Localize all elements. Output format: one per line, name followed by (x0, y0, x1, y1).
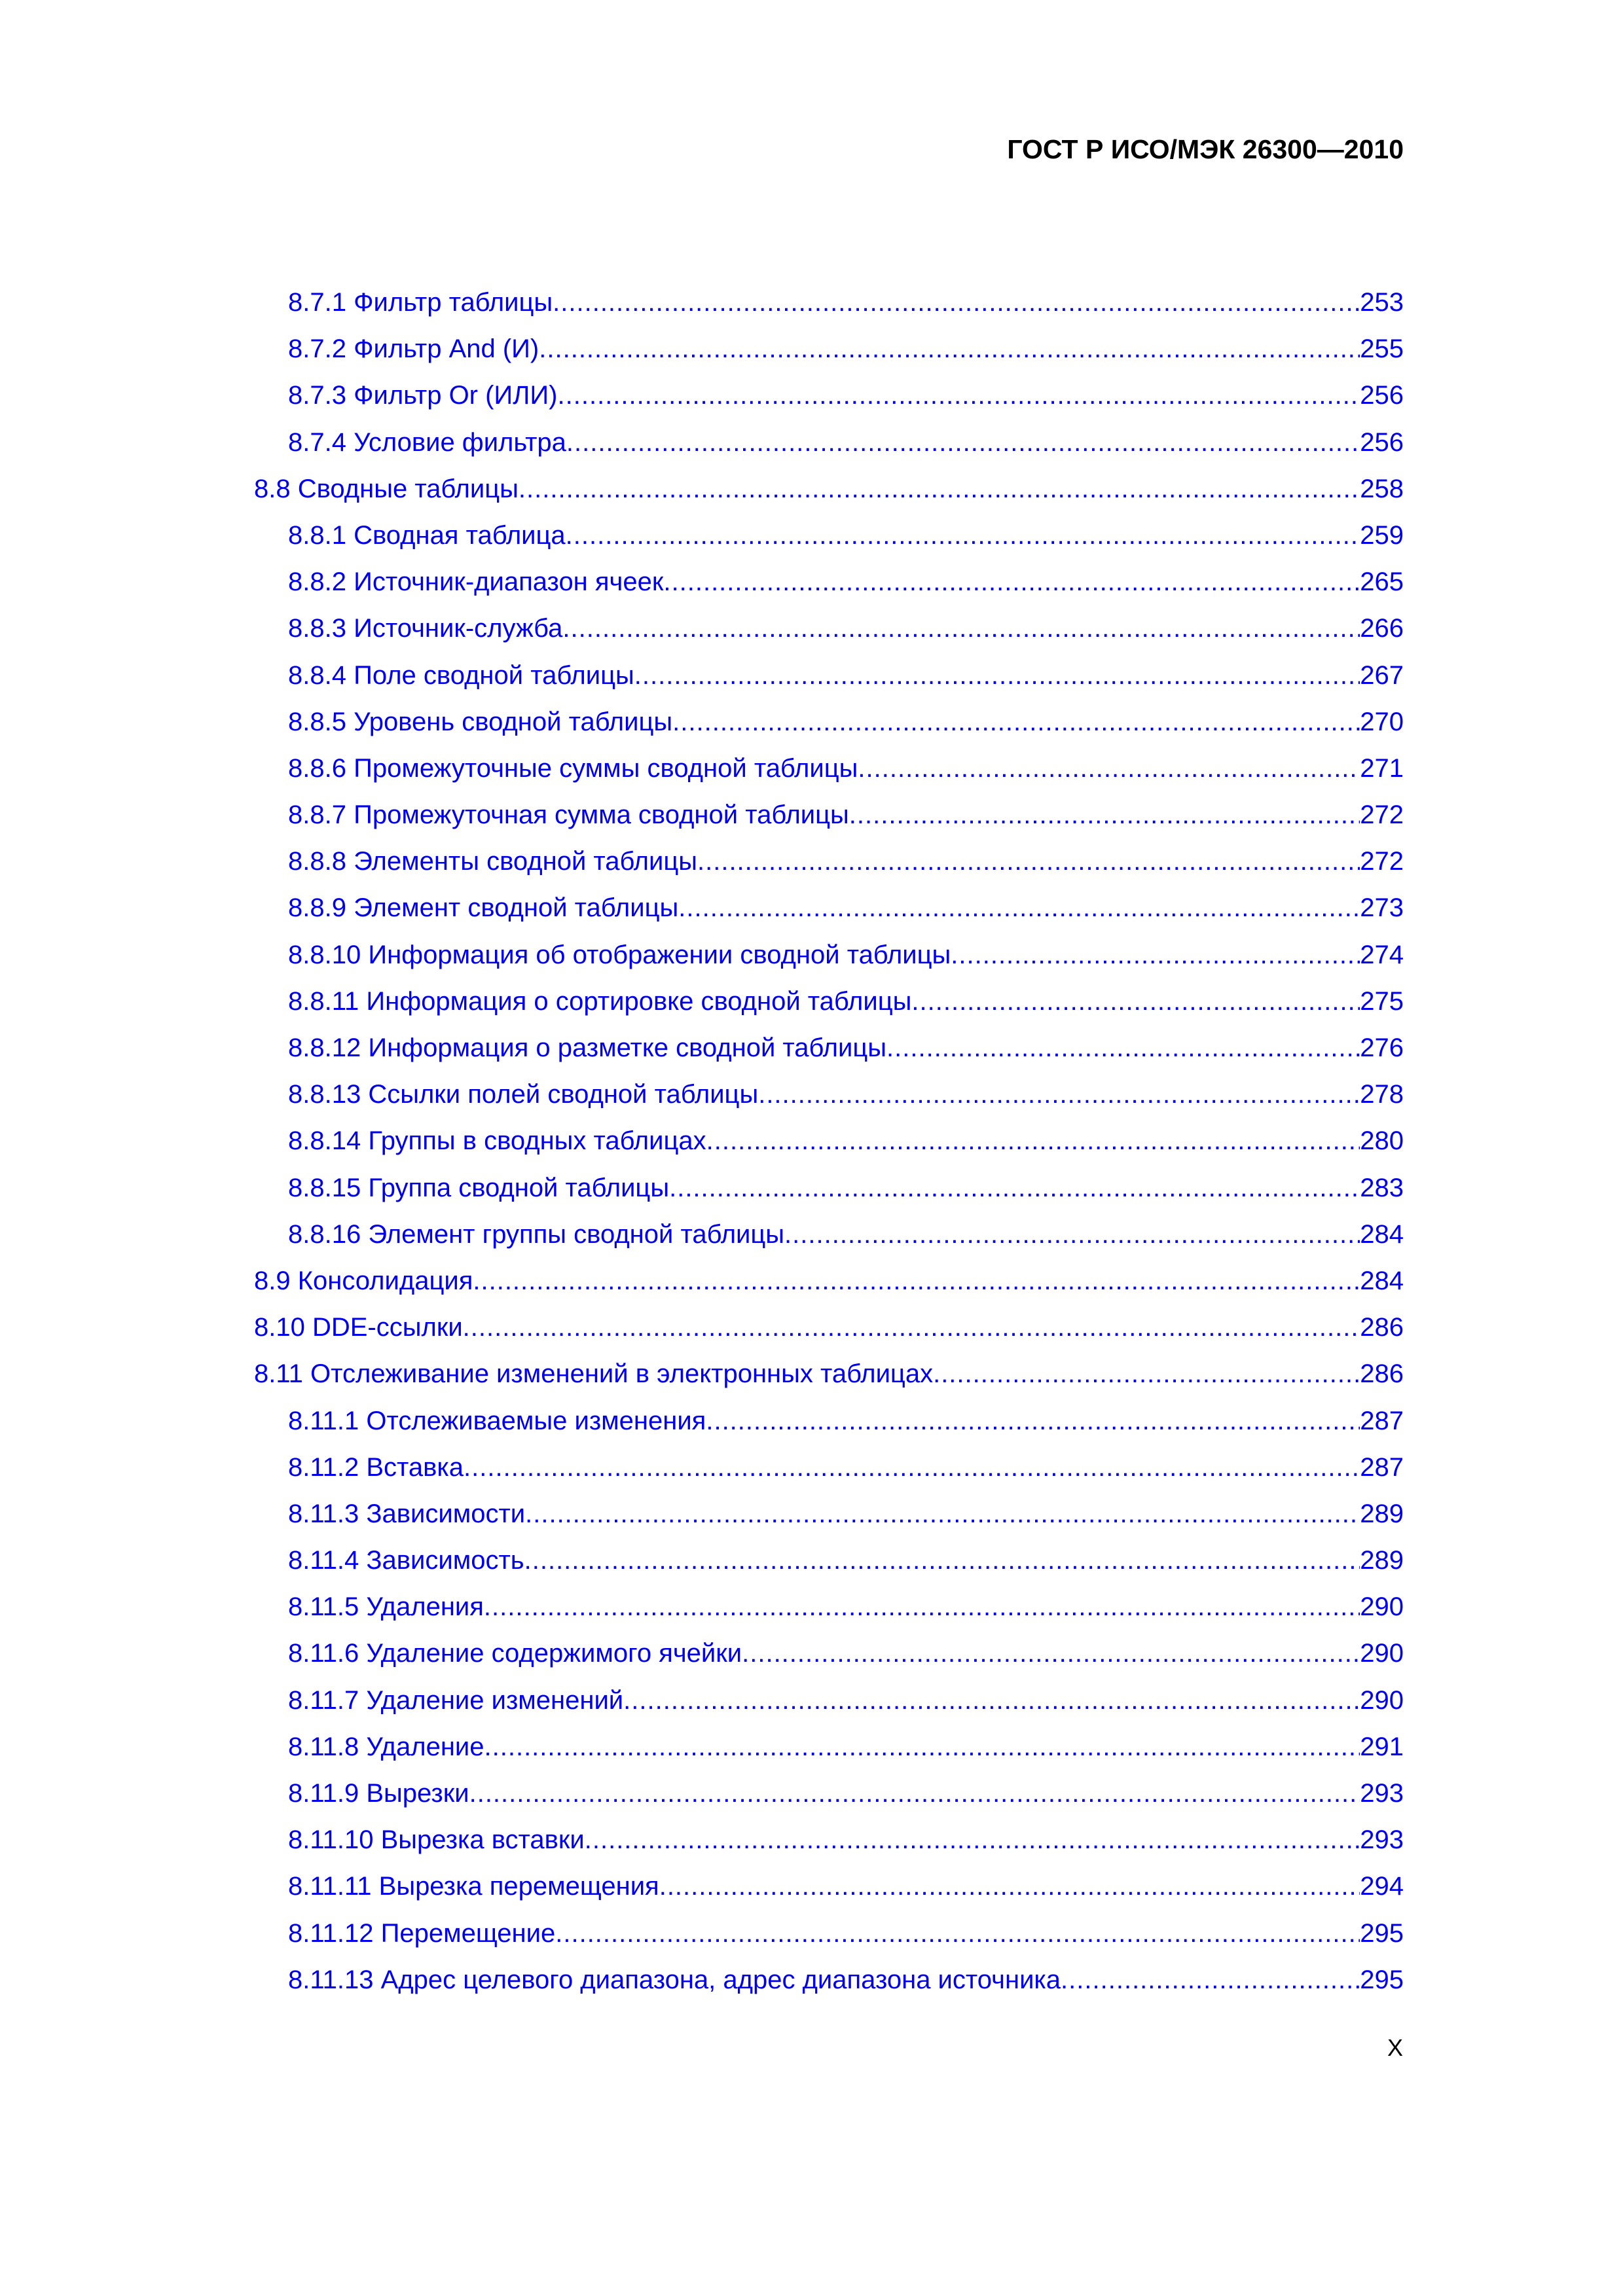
dot-leader (558, 381, 1360, 410)
toc-entry[interactable] (254, 1779, 1404, 1825)
toc-entry[interactable] (254, 428, 1404, 475)
toc-entry-title: 8.11.11 Вырезка перемещения (288, 1872, 659, 1901)
dot-leader (463, 1313, 1360, 1342)
toc-entry[interactable] (254, 754, 1404, 800)
toc-entry-page: 294 (1360, 1872, 1404, 1901)
toc-entry-page: 253 (1360, 288, 1404, 317)
toc-entry-page: 286 (1360, 1313, 1404, 1342)
dot-leader (784, 1220, 1360, 1249)
dot-leader (911, 987, 1360, 1016)
toc-entry[interactable] (254, 1407, 1404, 1453)
toc-entry[interactable] (254, 1732, 1404, 1779)
toc-entry[interactable] (254, 1174, 1404, 1220)
toc-entry[interactable] (254, 1499, 1404, 1546)
toc-entry-page: 289 (1360, 1499, 1404, 1528)
toc-entry[interactable] (254, 1359, 1404, 1406)
dot-leader (706, 1407, 1360, 1436)
toc-entry[interactable] (254, 1919, 1404, 1965)
toc-entry-page: 287 (1360, 1406, 1404, 1435)
toc-entry-title: 8.11.8 Удаление (288, 1732, 484, 1761)
toc-entry-title: 8.7.1 Фильтр таблицы (288, 288, 553, 317)
toc-entry[interactable] (254, 1220, 1404, 1266)
toc-entry-page: 284 (1360, 1219, 1404, 1249)
toc-entry-page: 295 (1360, 1918, 1404, 1948)
dot-leader (672, 708, 1360, 737)
dot-leader (697, 847, 1360, 876)
toc-entry-page: 290 (1360, 1639, 1404, 1668)
toc-entry-page: 287 (1360, 1452, 1404, 1482)
toc-entry-title: 8.11.4 Зависимость (288, 1546, 524, 1575)
toc-entry-title: 8.11.10 Вырезка вставки (288, 1825, 585, 1855)
toc-entry[interactable] (254, 1872, 1404, 1918)
toc-entry[interactable] (254, 475, 1404, 521)
toc-entry-title: 8.8.6 Промежуточные суммы сводной таблицы (288, 753, 858, 783)
toc-entry-page: 258 (1360, 474, 1404, 503)
toc-entry[interactable] (254, 1080, 1404, 1126)
toc-entry-title: 8.8.9 Элемент сводной таблицы (288, 893, 679, 923)
dot-leader (663, 567, 1360, 597)
dot-leader (553, 288, 1360, 317)
toc-entry-title: 8.8.8 Элементы сводной таблицы (288, 847, 697, 876)
toc-entry[interactable] (254, 1453, 1404, 1499)
dot-leader (1061, 1965, 1360, 1995)
toc-entry-title: 8.8.2 Источник-диапазон ячеек (288, 567, 664, 597)
dot-leader (464, 1453, 1360, 1482)
toc-entry[interactable] (254, 987, 1404, 1033)
dot-leader (566, 428, 1360, 457)
toc-entry-page: 290 (1360, 1685, 1404, 1715)
toc-entry-page: 280 (1360, 1126, 1404, 1156)
toc-entry-page: 272 (1360, 800, 1404, 830)
toc-entry-title: 8.11.13 Адрес целевого диапазона, адрес диапазона источника (288, 1965, 1061, 1994)
toc-entry-title: 8.8.7 Промежуточная сумма сводной таблицы (288, 800, 849, 830)
toc-entry-title: 8.8.11 Информация о сортировке сводной таблицы (288, 986, 912, 1016)
dot-leader (524, 1546, 1360, 1575)
toc-entry-title: 8.11.3 Зависимости (288, 1499, 526, 1528)
toc-entry-page: 272 (1360, 847, 1404, 876)
dot-leader (634, 661, 1360, 691)
toc-entry[interactable] (254, 334, 1404, 381)
dot-leader (742, 1639, 1360, 1668)
toc-entry-title: 8.8.16 Элемент группы сводной таблицы (288, 1219, 785, 1249)
toc-entry-title: 8.11.6 Удаление содержимого ячейки (288, 1639, 742, 1668)
toc-entry-page: 273 (1360, 893, 1404, 923)
toc-entry-page: 271 (1360, 753, 1404, 783)
toc-entry-title: 8.11.7 Удаление изменений (288, 1685, 624, 1715)
toc-entry-title: 8.11.12 Перемещение (288, 1918, 556, 1948)
toc-entry-page: 265 (1360, 567, 1404, 597)
toc-entry-title: 8.8.3 Источник-служба (288, 614, 563, 643)
toc-entry-title: 8.8 Сводные таблицы (254, 474, 519, 503)
toc-entry-page: 291 (1360, 1732, 1404, 1761)
dot-leader (951, 941, 1360, 970)
toc-entry[interactable] (254, 800, 1404, 847)
toc-entry[interactable] (254, 614, 1404, 660)
toc-entry-page: 293 (1360, 1779, 1404, 1808)
toc-entry-page: 256 (1360, 427, 1404, 457)
toc-entry-title: 8.7.4 Условие фильтра (288, 427, 566, 457)
toc-entry-page: 278 (1360, 1080, 1404, 1109)
document-header: ГОСТ Р ИСО/МЭК 26300—2010 (1007, 134, 1404, 164)
toc-entry-title: 8.11.1 Отслеживаемые изменения (288, 1406, 706, 1435)
dot-leader (484, 1592, 1360, 1622)
dot-leader (858, 754, 1360, 783)
dot-leader (659, 1872, 1360, 1901)
dot-leader (678, 893, 1360, 923)
toc-entry-title: 8.8.4 Поле сводной таблицы (288, 660, 634, 690)
toc-entry[interactable] (254, 1686, 1404, 1732)
dot-leader (562, 614, 1360, 643)
toc-entry-page: 275 (1360, 986, 1404, 1016)
toc-entry-title: 8.8.13 Ссылки полей сводной таблицы (288, 1080, 759, 1109)
toc-entry-page: 289 (1360, 1546, 1404, 1575)
toc-entry[interactable] (254, 521, 1404, 567)
toc-entry[interactable] (254, 847, 1404, 893)
dot-leader (519, 475, 1360, 504)
toc-entry[interactable] (254, 1639, 1404, 1685)
toc-entry-title: 8.8.14 Группы в сводных таблицах (288, 1126, 706, 1156)
toc-entry-title: 8.8.1 Сводная таблица (288, 520, 566, 550)
toc-entry-title: 8.7.3 Фильтр Or (ИЛИ) (288, 381, 558, 410)
dot-leader (566, 521, 1360, 550)
dot-leader (933, 1359, 1360, 1389)
toc-entry-title: 8.7.2 Фильтр And (И) (288, 334, 539, 364)
dot-leader (585, 1825, 1360, 1855)
toc-entry-page: 276 (1360, 1033, 1404, 1062)
dot-leader (706, 1126, 1360, 1156)
toc-entry-page: 290 (1360, 1592, 1404, 1622)
dot-leader (849, 800, 1360, 830)
toc-entry-page: 293 (1360, 1825, 1404, 1855)
dot-leader (886, 1033, 1360, 1063)
toc-entry-title: 8.11 Отслеживание изменений в электронных таблицах (254, 1359, 934, 1389)
page-number: X (1387, 2034, 1403, 2061)
table-of-contents (254, 288, 1404, 2012)
toc-entry-page: 284 (1360, 1266, 1404, 1295)
toc-entry[interactable] (254, 1546, 1404, 1592)
toc-entry-title: 8.8.12 Информация о разметке сводной таблицы (288, 1033, 887, 1062)
toc-entry[interactable] (254, 1592, 1404, 1639)
toc-entry[interactable] (254, 1825, 1404, 1872)
toc-entry-page: 266 (1360, 614, 1404, 643)
toc-entry[interactable] (254, 1965, 1404, 2012)
toc-entry[interactable] (254, 661, 1404, 708)
toc-entry[interactable] (254, 1126, 1404, 1173)
toc-entry[interactable] (254, 381, 1404, 427)
toc-entry[interactable] (254, 1033, 1404, 1080)
toc-entry-title: 8.9 Консолидация (254, 1266, 473, 1295)
dot-leader (758, 1080, 1360, 1109)
toc-entry-title: 8.11.9 Вырезки (288, 1779, 469, 1808)
toc-entry[interactable] (254, 567, 1404, 614)
toc-entry-page: 283 (1360, 1173, 1404, 1202)
dot-leader (469, 1779, 1360, 1808)
toc-entry[interactable] (254, 288, 1404, 334)
toc-entry[interactable] (254, 893, 1404, 940)
toc-entry[interactable] (254, 708, 1404, 754)
toc-entry-page: 267 (1360, 660, 1404, 690)
toc-entry-page: 255 (1360, 334, 1404, 364)
toc-entry[interactable] (254, 1266, 1404, 1313)
toc-entry-page: 270 (1360, 707, 1404, 736)
toc-entry-title: 8.8.5 Уровень сводной таблицы (288, 707, 673, 736)
toc-entry-title: 8.11.5 Удаления (288, 1592, 484, 1622)
toc-entry-page: 259 (1360, 520, 1404, 550)
toc-entry-page: 286 (1360, 1359, 1404, 1389)
dot-leader (669, 1174, 1360, 1203)
toc-entry[interactable] (254, 941, 1404, 987)
toc-entry-title: 8.10 DDE-ссылки (254, 1313, 463, 1342)
dot-leader (539, 334, 1360, 364)
dot-leader (623, 1686, 1360, 1715)
dot-leader (473, 1266, 1360, 1296)
dot-leader (555, 1919, 1360, 1948)
toc-entry[interactable] (254, 1313, 1404, 1359)
toc-entry-title: 8.8.15 Группа сводной таблицы (288, 1173, 670, 1202)
dot-leader (484, 1732, 1360, 1762)
toc-entry-page: 256 (1360, 381, 1404, 410)
toc-entry-title: 8.11.2 Вставка (288, 1452, 464, 1482)
dot-leader (525, 1499, 1360, 1529)
toc-entry-title: 8.8.10 Информация об отображении сводной таблицы (288, 940, 951, 969)
toc-entry-page: 274 (1360, 940, 1404, 969)
toc-entry-page: 295 (1360, 1965, 1404, 1994)
